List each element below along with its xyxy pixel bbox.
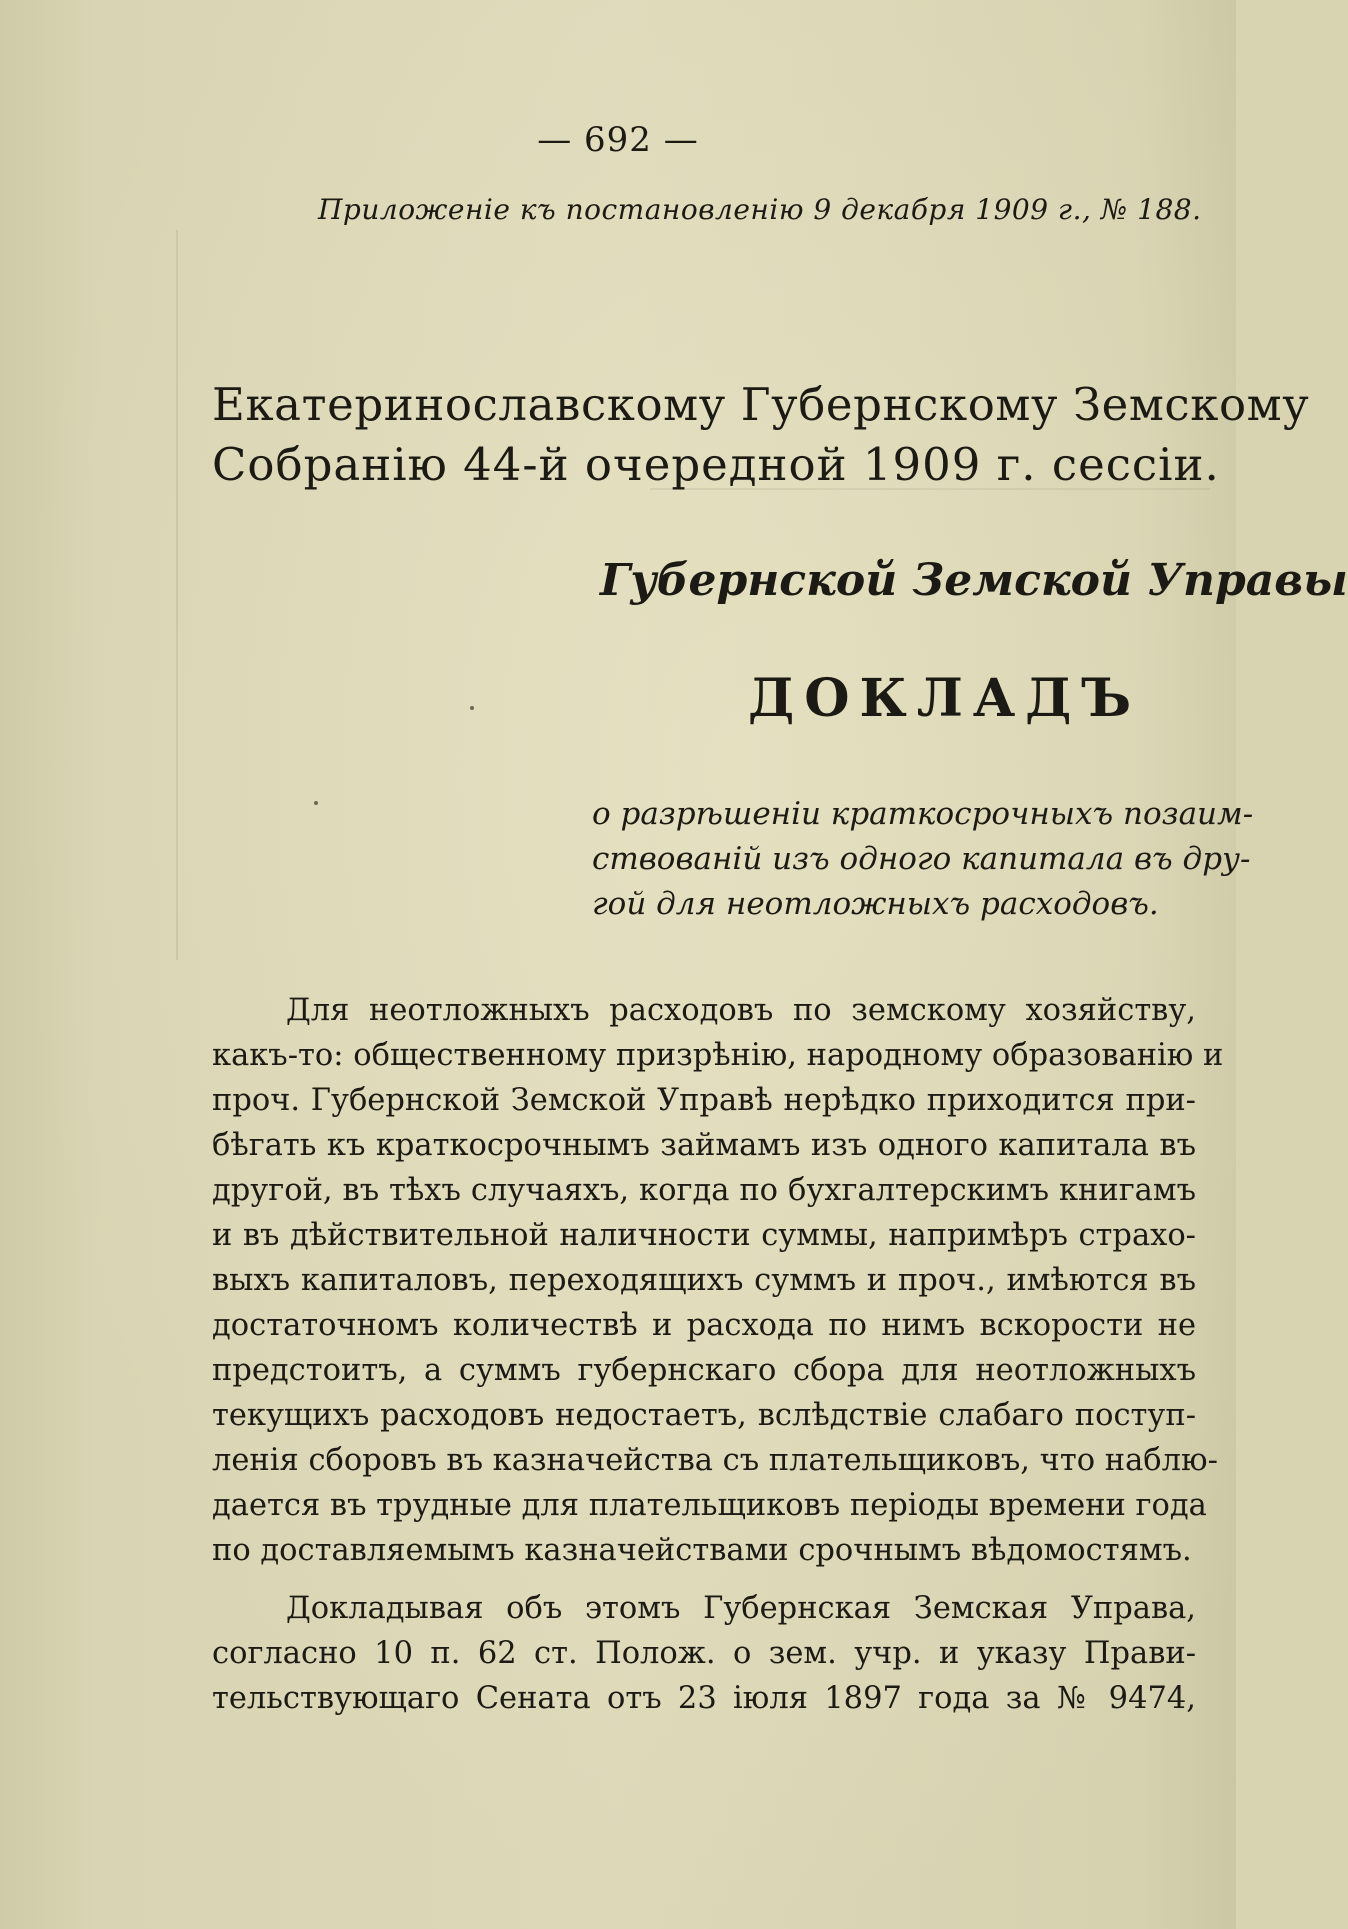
- appendix-note: Приложеніе къ постановленію 9 декабря 1909 г., № 188.: [318, 193, 1202, 226]
- body-line: выхъ капиталовъ, переходящихъ суммъ и проч., имѣются въ: [212, 1263, 1196, 1298]
- body-line: достаточномъ количествѣ и расхода по нимъ вскорости не: [212, 1308, 1196, 1343]
- body-line: и въ дѣйствительной наличности суммы, напримѣръ страхо-: [212, 1218, 1196, 1253]
- body-line: по доставляемымъ казначействами срочнымъ вѣдомостямъ.: [212, 1533, 1192, 1568]
- bleed-through-rule: [176, 230, 178, 960]
- body-line: Для неотложныхъ расходовъ по земскому хозяйству,: [286, 993, 1196, 1028]
- subject-line-1: о разрѣшеніи краткосрочныхъ позаим-: [592, 796, 1254, 832]
- paper-speck: [314, 801, 318, 805]
- body-line: тельствующаго Сената отъ 23 іюля 1897 года за № 9474,: [212, 1681, 1196, 1716]
- address-line-1: Екатеринославскому Губернскому Земскому: [212, 378, 1310, 431]
- address-line-2: Собранію 44-й очередной 1909 г. сессіи.: [212, 438, 1220, 491]
- subject-line-3: гой для неотложныхъ расходовъ.: [592, 886, 1159, 922]
- body-line: проч. Губернской Земской Управѣ нерѣдко приходится при-: [212, 1083, 1196, 1118]
- sender-line: Губернской Земской Управы: [600, 555, 1348, 606]
- subject-line-2: ствованій изъ одного капитала въ дру-: [592, 841, 1251, 877]
- body-line: ленія сборовъ въ казначейства съ плательщиковъ, что наблю-: [212, 1443, 1218, 1478]
- paper-speck: [470, 706, 474, 710]
- body-line: согласно 10 п. 62 ст. Полож. о зем. учр. и указу Прави-: [212, 1636, 1196, 1671]
- body-line: Докладывая объ этомъ Губернская Земская Управа,: [286, 1591, 1196, 1626]
- body-line: другой, въ тѣхъ случаяхъ, когда по бухгалтерскимъ книгамъ: [212, 1173, 1196, 1208]
- document-title: ДОКЛАДЪ: [748, 668, 1142, 729]
- page-number: — 692 —: [537, 120, 699, 160]
- body-line: предстоитъ, а суммъ губернскаго сбора для неотложныхъ: [212, 1353, 1196, 1388]
- body-line: бѣгать къ краткосрочнымъ займамъ изъ одного капитала въ: [212, 1128, 1196, 1163]
- body-line: текущихъ расходовъ недостаетъ, вслѣдствіе слабаго поступ-: [212, 1398, 1196, 1433]
- body-line: дается въ трудные для плательщиковъ періоды времени года: [212, 1488, 1207, 1523]
- body-line: какъ-то: общественному призрѣнію, народному образованію и: [212, 1038, 1224, 1073]
